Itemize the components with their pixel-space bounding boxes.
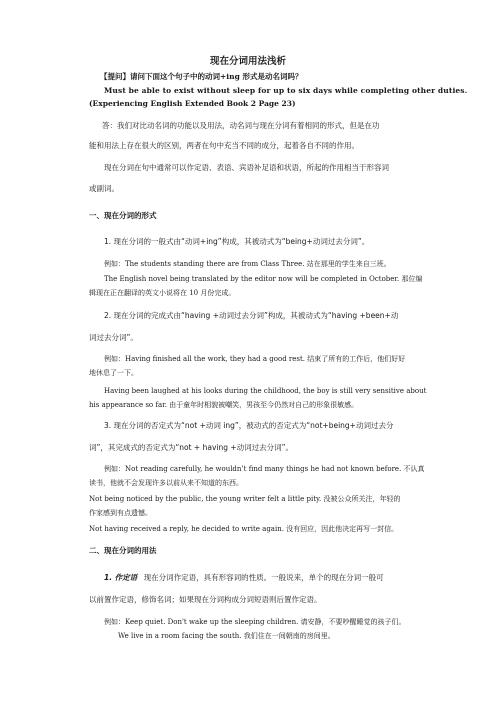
usage-label-attributive: 1. 作定语: [104, 573, 138, 582]
question-line: 【提问】请问下面这个句子中的动词+ing 形式是动名词吗？: [100, 72, 303, 81]
answer-line1: 答：我们对比动名词的功能以及用法，动名词与现在分词有着相同的形式，但是在功: [102, 121, 380, 130]
example-1: 例如：The students standing there are from Class Three. 站在那里的学生来自三班。: [104, 260, 391, 268]
section1-paragraph2-line2: 词过去分词”。: [89, 333, 138, 342]
example-sentence-line1: Must be able to exist without sleep for up to six days while completing other duties.: [104, 86, 468, 95]
example-sentence-line2: (Experiencing English Extended Book 2 Page 23): [89, 99, 296, 108]
document-title: 现在分词用法浅析: [209, 56, 286, 67]
example-2-line2: 辑现在正在翻译的英文小说将在 10 月份完成。: [89, 289, 236, 297]
section2-example-1: 例如：Keep quiet. Don't wake up the sleeping children. 请安静，不要吵醒睡觉的孩子们。: [104, 618, 406, 626]
example-6-line2: 作家感到有点遗憾。: [89, 509, 152, 517]
example-5-line1: 例如：Not reading carefully, he wouldn’t find many things he had not known before. 不认真: [104, 465, 425, 473]
section2-paragraph1-line1: [104, 574, 384, 582]
section1-paragraph2-line1: 2. 现在分词的完成式由“having +动词过去分词”构成，其被动式为“having +been+动: [104, 311, 399, 320]
example-4-line1: Having been laughed at his looks during the childhood, the boy is still very sensitive about: [104, 387, 427, 395]
section1-paragraph3-line1: 3. 现在分词的否定式为“not +动词 ing”，被动式的否定式为“not+being+动词过去分: [104, 421, 394, 430]
example-3-line2: 地休息了一下。: [89, 369, 138, 377]
intro-line2: 或副词。: [89, 184, 119, 193]
section2-paragraph1-text: 现在分词作定语，具有形容词的性质。一般说来，单个的现在分词一般可: [143, 573, 384, 582]
example-2-line1: The English novel being translated by the editor now will be completed in October. 那位编: [104, 275, 423, 283]
section1-heading: 一、现在分词的形式: [89, 211, 157, 220]
example-7: Not having received a reply, he decided to write again. 没有回应，因此他决定再写一封信。: [89, 525, 399, 533]
intro-line1: 现在分词在句中通常可以作定语、表语、宾语补足语和状语，所起的作用相当于形容词: [104, 163, 389, 172]
example-3-line1: 例如：Having finished all the work, they had a good rest. 结束了所有的工作后，他们好好: [104, 355, 406, 363]
section2-heading: 二、现在分词的用法: [89, 546, 157, 555]
section1-paragraph1: 1. 现在分词的一般式由“动词+ing”构成，其被动式为“being+动词过去分词”。: [104, 237, 370, 246]
example-4-line2: his appearance so far. 由于童年时相貌被嘲笑，男孩至今仍然对自己的形象很敏感。: [89, 401, 359, 409]
section2-paragraph1-line2: 以前置作定语，修饰名词；如果现在分词构成分词短语则后置作定语。: [89, 595, 322, 604]
section2-example-2: We live in a room facing the south. 我们住在一间朝南的房间里。: [118, 632, 335, 640]
example-6-line1: Not being noticed by the public, the young writer felt a little pity. 没被公众所关注，年轻的: [89, 495, 401, 503]
example-5-line2: 读书，他就不会发现许多以前从来不知道的东西。: [89, 479, 243, 487]
section1-paragraph3-line2: 词”，其完成式的否定式为“not + having +动词过去分词”。: [89, 443, 294, 452]
answer-line2: 能和用法上存在很大的区别，两者在句中充当不同的成分，起着各自不同的作用。: [89, 141, 359, 150]
